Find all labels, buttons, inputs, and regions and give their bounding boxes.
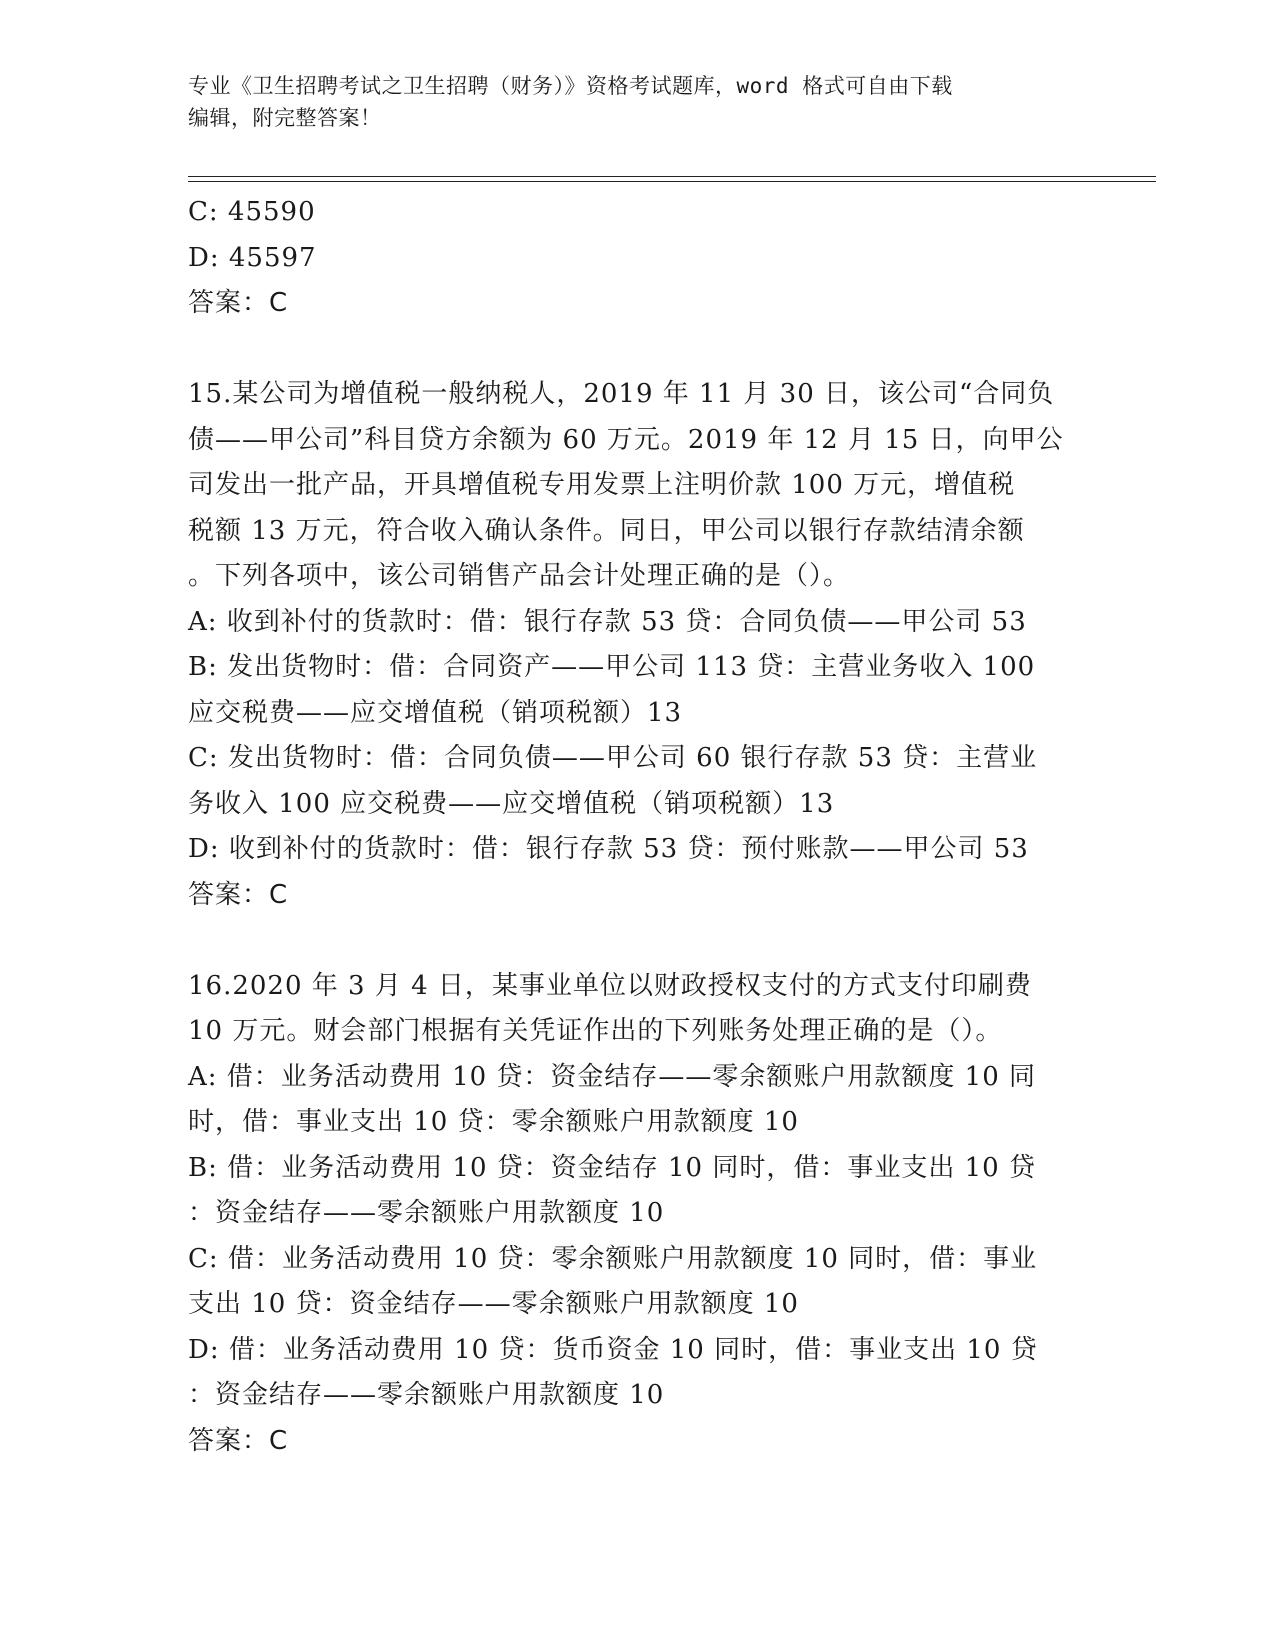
header-divider [188,181,1156,182]
option-c: C: 发出货物时：借：合同负债——甲公司 60 银行存款 53 贷：主营业 [188,743,1038,773]
question-stem-line: 。下列各项中，该公司销售产品会计处理正确的是（）。 [188,561,851,591]
option-c: C: 45590 [188,197,316,227]
document-body [188,190,1088,1464]
option-b: 应交税费——应交增值税（销项税额）13 [188,697,683,728]
question-stem-line: 司发出一批产品，开具增值税专用发票上注明价款 100 万元，增值税 [188,470,1016,500]
header-line: 专业《卫生招聘考试之卫生招聘（财务）》资格考试题库，word 格式可自由下载 [188,74,953,98]
option-b: B: 发出货物时：借：合同资产——甲公司 113 贷：主营业务收入 100 [188,652,1036,682]
option-d: D: 借：业务活动费用 10 贷：货币资金 10 同时，借：事业支出 10 贷 [188,1334,1038,1365]
option-b: B: 借：业务活动费用 10 贷：资金结存 10 同时，借：事业支出 10 贷 [188,1152,1036,1183]
question-16 [188,964,1088,1465]
answer-line: 答案：C [188,879,289,910]
previous-question-tail [188,190,1088,327]
question-stem-line: 15.某公司为增值税一般纳税人，2019 年 11 月 30 日，该公司“合同负 [188,379,1055,409]
option-a: A: 借：业务活动费用 10 贷：资金结存——零余额账户用款额度 10 同 [188,1061,1037,1092]
spacer [188,918,1088,964]
header-divider [188,176,1156,177]
option-c: C: 借：业务活动费用 10 贷：零余额账户用款额度 10 同时，借：事业 [188,1243,1038,1274]
question-stem-line: 税额 13 万元，符合收入确认条件。同日，甲公司以银行存款结清余额 [188,515,1025,546]
spacer [188,327,1088,373]
answer-line: 答案：C [188,1425,289,1456]
answer-line: 答案：C [188,288,289,318]
option-b: ：资金结存——零余额账户用款额度 10 [188,1198,665,1228]
question-15 [188,372,1088,918]
option-a: 时，借：事业支出 10 贷：零余额账户用款额度 10 [188,1107,799,1137]
option-d: ：资金结存——零余额账户用款额度 10 [188,1380,665,1410]
option-d: D: 45597 [188,242,317,273]
question-stem-line: 债——甲公司”科目贷方余额为 60 万元。2019 年 12 月 15 日，向甲公 [188,424,1064,455]
question-stem-line: 16.2020 年 3 月 4 日，某事业单位以财政授权支付的方式支付印刷费 [188,970,1032,1001]
question-stem-line: 10 万元。财会部门根据有关凭证作出的下列账务处理正确的是（）。 [188,1016,1003,1046]
option-d: D: 收到补付的货款时：借：银行存款 53 贷：预付账款——甲公司 53 [188,834,1029,864]
header-line: 编辑，附完整答案！ [188,106,382,130]
option-c: 支出 10 贷：资金结存——零余额账户用款额度 10 [188,1289,799,1319]
option-c: 务收入 100 应交税费——应交增值税（销项税额）13 [188,788,835,819]
option-a: A: 收到补付的货款时：借：银行存款 53 贷：合同负债——甲公司 53 [188,606,1027,637]
page-header [188,70,1078,134]
